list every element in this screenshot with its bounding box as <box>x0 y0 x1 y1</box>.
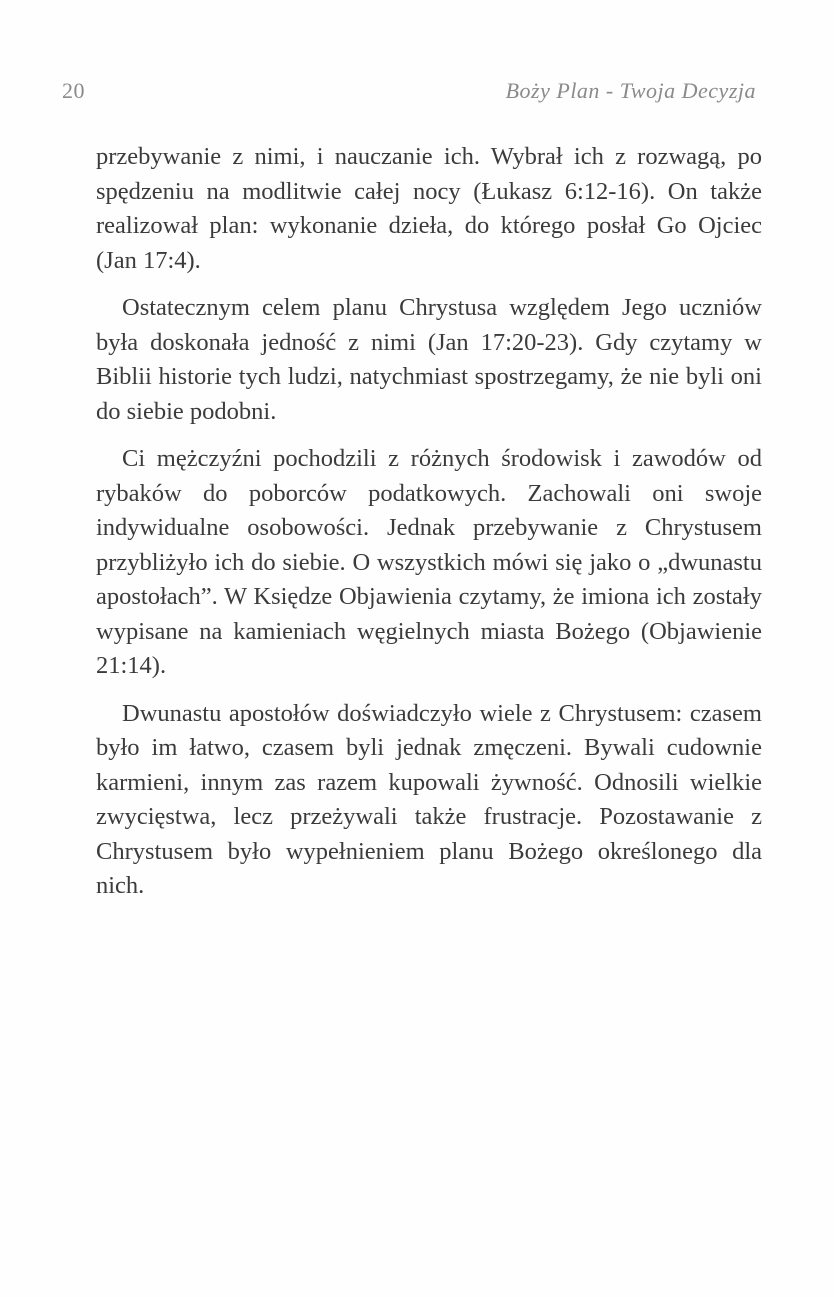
page-number: 20 <box>62 78 85 103</box>
paragraph: Ci mężczyźni pochodzili z różnych środowisk i zawodów od rybaków do poborców podatkowych. Zachowali oni swoje indywidualne osobowości. Jednak przebywanie z Chrystusem przybliżyło ich do siebie. O wszystkich mówi się jako o „dwunastu apostołach”. W Księdze Objawienia czytamy, że imiona ich zostały wypisane na kamieniach węgielnych miasta Bożego (Objawienie 21:14). <box>96 445 762 679</box>
paragraph: Dwunastu apostołów doświadczyło wiele z Chrystusem: czasem było im łatwo, czasem byli jednak zmęczeni. Bywali cudownie karmieni, innym zas razem kupowali żywność. Odnosili wielkie zwycięstwa, lecz przeżywali także frustracje. Pozostawanie z Chrystusem było wypełnieniem planu Bożego określonego dla nich. <box>96 699 762 899</box>
paragraph: Ostatecznym celem planu Chrystusa względem Jego uczniów była doskonała jedność z nimi (Jan 17:20-23). Gdy czytamy w Biblii historie tych ludzi, natychmiast spostrzegamy, że nie byli oni do siebie podobni. <box>96 294 762 425</box>
running-head <box>62 78 756 108</box>
running-head-title: Boży Plan - Twoja Decyzja <box>505 78 756 103</box>
paragraph-continuation: przebywanie z nimi, i nauczanie ich. Wybrał ich z rozwagą, po spędzeniu na modlitwie całej nocy (Łukasz 6:12-16). On także realizował plan: wykonanie dzieła, do którego posłał Go Ojciec (Jan 17:4). <box>96 143 762 274</box>
body-text <box>96 140 762 904</box>
